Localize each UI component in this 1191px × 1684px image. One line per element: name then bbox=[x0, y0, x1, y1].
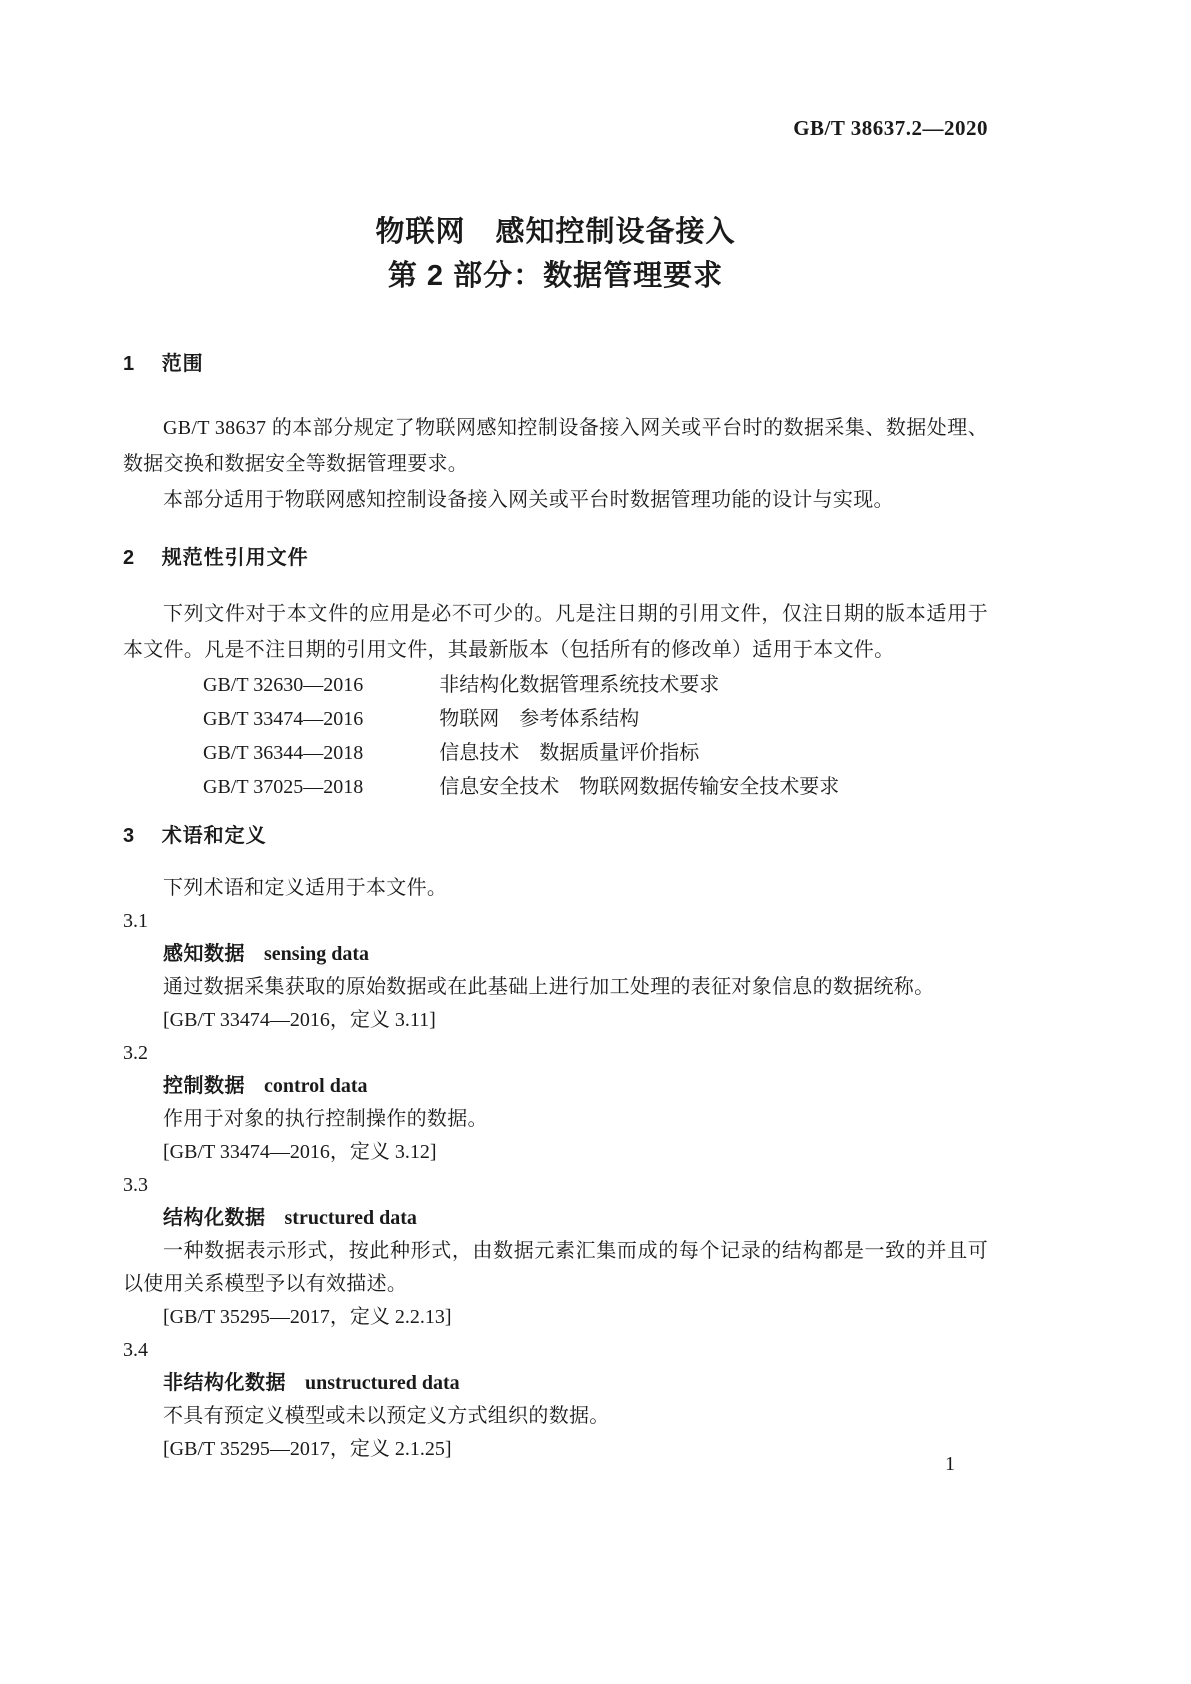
section-2-heading bbox=[123, 546, 988, 570]
clause-title: 范围 bbox=[161, 353, 204, 375]
term-block-3-1 bbox=[123, 905, 988, 1037]
section-scope bbox=[123, 352, 988, 518]
term-chinese: 控制数据 bbox=[163, 1075, 245, 1097]
section-normative-references bbox=[123, 546, 988, 804]
clause-title: 术语和定义 bbox=[161, 825, 267, 847]
term-chinese: 非结构化数据 bbox=[163, 1372, 286, 1394]
term-source: [GB/T 33474—2016，定义 3.11] bbox=[163, 1009, 436, 1031]
term-english: unstructured data bbox=[305, 1372, 460, 1394]
paragraph: 本部分适用于物联网感知控制设备接入网关或平台时数据管理功能的设计与实现。 bbox=[163, 489, 894, 511]
reference-code: GB/T 33474—2016 bbox=[203, 708, 364, 730]
term-number: 3.1 bbox=[123, 910, 148, 932]
reference-item bbox=[123, 736, 988, 770]
term-definition: 不具有预定义模型或未以预定义方式组织的数据。 bbox=[163, 1405, 610, 1427]
term-chinese: 结构化数据 bbox=[163, 1207, 266, 1229]
paragraph: 下列术语和定义适用于本文件。 bbox=[163, 877, 448, 899]
term-definition: 通过数据采集获取的原始数据或在此基础上进行加工处理的表征对象信息的数据统称。 bbox=[163, 976, 935, 998]
term-name bbox=[123, 1367, 988, 1400]
term-source: [GB/T 35295—2017，定义 2.2.13] bbox=[163, 1306, 452, 1328]
reference-item bbox=[123, 770, 988, 804]
term-english: structured data bbox=[284, 1207, 417, 1229]
title-line-1: 物联网 感知控制设备接入 bbox=[375, 216, 736, 248]
clause-number: 2 bbox=[123, 547, 135, 569]
term-number: 3.4 bbox=[123, 1339, 148, 1361]
reference-title: 信息技术 数据质量评价指标 bbox=[439, 742, 700, 764]
reference-code: GB/T 36344—2018 bbox=[203, 742, 364, 764]
clause-number: 3 bbox=[123, 825, 135, 847]
title-line-2: 第 2 部分：数据管理要求 bbox=[387, 260, 724, 292]
term-english: control data bbox=[264, 1075, 368, 1097]
reference-item bbox=[123, 668, 988, 702]
page-content bbox=[123, 0, 988, 1466]
reference-code: GB/T 37025—2018 bbox=[203, 776, 364, 798]
term-number: 3.2 bbox=[123, 1042, 148, 1064]
doc-number: GB/T 38637.2—2020 bbox=[793, 116, 988, 140]
reference-title: 信息安全技术 物联网数据传输安全技术要求 bbox=[439, 776, 840, 798]
section-3-heading bbox=[123, 824, 988, 848]
term-number: 3.3 bbox=[123, 1174, 148, 1196]
term-block-3-3 bbox=[123, 1169, 988, 1334]
reference-title: 物联网 参考体系结构 bbox=[439, 708, 640, 730]
term-block-3-2 bbox=[123, 1037, 988, 1169]
term-definition: 一种数据表示形式，按此种形式，由数据元素汇集而成的每个记录的结构都是一致的并且可以使用关系模型予以有效描述。 bbox=[123, 1240, 988, 1295]
term-source: [GB/T 35295—2017，定义 2.1.25] bbox=[163, 1438, 452, 1460]
clause-number: 1 bbox=[123, 353, 135, 375]
term-name bbox=[123, 1202, 988, 1235]
section-terms-definitions bbox=[123, 824, 988, 1466]
term-english: sensing data bbox=[264, 943, 370, 965]
paragraph: 下列文件对于本文件的应用是必不可少的。凡是注日期的引用文件，仅注日期的版本适用于本文件。凡是不注日期的引用文件，其最新版本（包括所有的修改单）适用于本文件。 bbox=[123, 603, 988, 661]
term-source: [GB/T 33474—2016，定义 3.12] bbox=[163, 1141, 437, 1163]
reference-item bbox=[123, 702, 988, 736]
section-1-heading bbox=[123, 352, 988, 376]
reference-title: 非结构化数据管理系统技术要求 bbox=[439, 674, 720, 696]
document-title bbox=[123, 210, 988, 298]
clause-title: 规范性引用文件 bbox=[161, 547, 309, 569]
term-name bbox=[123, 938, 988, 971]
paragraph: GB/T 38637 的本部分规定了物联网感知控制设备接入网关或平台时的数据采集、数据处理、数据交换和数据安全等数据管理要求。 bbox=[123, 417, 988, 475]
term-name bbox=[123, 1070, 988, 1103]
page-number: 1 bbox=[945, 1453, 955, 1475]
reference-code: GB/T 32630—2016 bbox=[203, 674, 364, 696]
term-definition: 作用于对象的执行控制操作的数据。 bbox=[163, 1108, 488, 1130]
term-chinese: 感知数据 bbox=[163, 943, 245, 965]
term-block-3-4 bbox=[123, 1334, 988, 1466]
